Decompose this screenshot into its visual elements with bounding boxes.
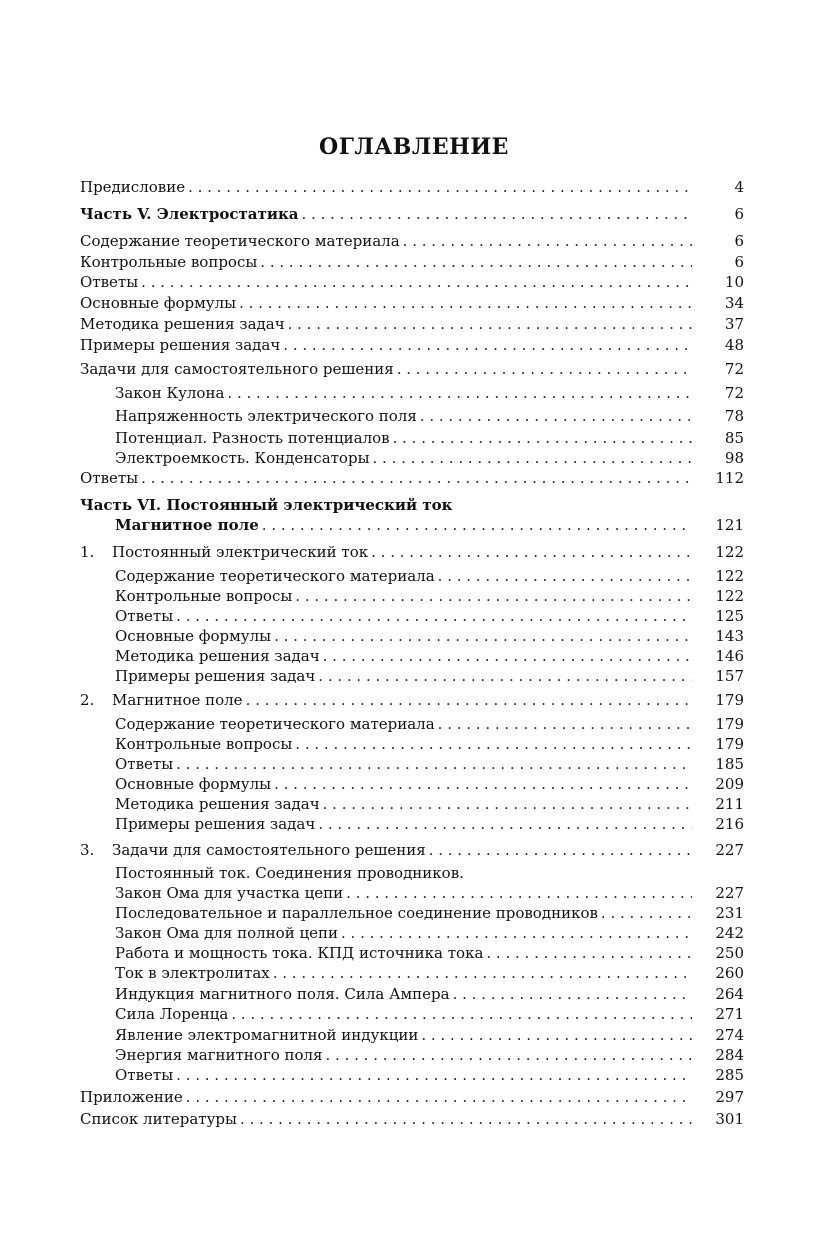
toc-entry-page: 264: [715, 985, 744, 1003]
dot-leader: [274, 626, 692, 646]
toc-entry[interactable]: [80, 1045, 744, 1065]
toc-entry-page: 112: [715, 469, 744, 487]
toc-entry-label: Содержание теоретического материала: [80, 232, 400, 250]
toc-entry[interactable]: [80, 734, 744, 754]
toc-entry-page: 122: [715, 543, 744, 561]
toc-entry-label: Ток в электролитах: [115, 964, 270, 982]
toc-entry-label: Последовательное и параллельное соединение проводников: [115, 904, 598, 922]
toc-entry-page: 179: [715, 715, 744, 733]
toc-entry-label: Содержание теоретического материала: [115, 567, 435, 585]
toc-entry-page: 185: [715, 755, 744, 773]
toc-entry-page: 122: [715, 587, 744, 605]
toc-entry-page: 6: [734, 205, 744, 223]
toc-entry-label: Напряженность электрического поля: [115, 407, 417, 425]
toc-entry-page: 121: [715, 516, 744, 534]
toc-entry[interactable]: [80, 1025, 744, 1045]
toc-entry-page: 10: [724, 273, 744, 291]
toc-entry-page: 209: [715, 775, 744, 793]
toc-entry[interactable]: [80, 666, 744, 686]
toc-entry-page: 242: [715, 924, 744, 942]
dot-leader: [323, 794, 692, 814]
toc-entry[interactable]: [80, 903, 744, 923]
dot-leader: [141, 272, 692, 292]
toc-entry-page: 48: [724, 336, 744, 354]
toc-entry-label: Часть V. Электростатика: [80, 205, 299, 223]
toc-entry-label: Примеры решения задач: [115, 815, 316, 833]
toc-entry-label: Методика решения задач: [115, 795, 320, 813]
toc-entry[interactable]: [80, 586, 744, 606]
dot-leader: [186, 1087, 692, 1107]
dot-leader: [318, 666, 692, 686]
toc-entry-label: Закон Кулона: [115, 384, 225, 402]
dot-leader: [346, 883, 692, 903]
page-title: ОГЛАВЛЕНИЕ: [319, 134, 509, 160]
toc-entry[interactable]: [80, 406, 744, 426]
toc-entry-label: Контрольные вопросы: [115, 735, 293, 753]
toc-entry-label: Ответы: [115, 607, 174, 625]
toc-section[interactable]: [80, 542, 744, 562]
toc-entry[interactable]: [80, 754, 744, 774]
toc-entry-label: Электроемкость. Конденсаторы: [115, 449, 370, 467]
toc-entry-page: 271: [715, 1005, 744, 1023]
dot-leader: [295, 734, 692, 754]
table-of-contents: [80, 0, 744, 1240]
dot-leader: [176, 606, 692, 626]
dot-leader: [295, 586, 692, 606]
toc-entry[interactable]: [80, 177, 744, 197]
dot-leader: [403, 231, 692, 251]
toc-entry-label: Энергия магнитного поля: [115, 1046, 323, 1064]
toc-entry-page: 179: [715, 691, 744, 709]
dot-leader: [326, 1045, 692, 1065]
toc-entry-label: [80, 542, 368, 562]
dot-leader: [239, 293, 692, 313]
toc-entry-page: 72: [724, 384, 744, 402]
toc-entry-page: 211: [715, 795, 744, 813]
dot-leader: [246, 690, 692, 710]
dot-leader: [420, 406, 692, 426]
toc-entry-page: 78: [724, 407, 744, 425]
toc-entry-page: 297: [715, 1088, 744, 1106]
toc-entry-label: Задачи для самостоятельного решения: [80, 360, 394, 378]
toc-entry[interactable]: [80, 1087, 744, 1107]
toc-entry[interactable]: [80, 252, 744, 272]
toc-entry-label: Основные формулы: [115, 775, 272, 793]
dot-leader: [227, 383, 692, 403]
toc-entry-label: Список литературы: [80, 1110, 237, 1128]
toc-entry-label: Закон Ома для участка цепи: [115, 884, 344, 902]
toc-entry-page: 146: [715, 647, 744, 665]
toc-part-heading-continued[interactable]: [80, 515, 744, 535]
toc-entry[interactable]: [80, 606, 744, 626]
toc-entry-page: 6: [734, 253, 744, 271]
toc-entry[interactable]: [80, 272, 744, 292]
toc-entry-label: Сила Лоренца: [115, 1005, 229, 1023]
dot-leader: [341, 923, 692, 943]
toc-entry-page: 157: [715, 667, 744, 685]
toc-entry-page: 98: [724, 449, 744, 467]
dot-leader: [318, 814, 692, 834]
toc-entry[interactable]: [80, 984, 744, 1004]
toc-entry-label: Основные формулы: [115, 627, 272, 645]
toc-entry[interactable]: [80, 1109, 744, 1129]
toc-entry[interactable]: [80, 943, 744, 963]
section-number: 2.: [80, 691, 95, 709]
toc-entry-label: Содержание теоретического материала: [115, 715, 435, 733]
dot-leader: [421, 1025, 692, 1045]
toc-entry-page: 72: [724, 360, 744, 378]
toc-entry[interactable]: [80, 883, 744, 903]
toc-entry-label: Методика решения задач: [115, 647, 320, 665]
toc-entry-label: Ответы: [80, 273, 139, 291]
dot-leader: [393, 428, 692, 448]
toc-entry-label: Примеры решения задач: [115, 667, 316, 685]
toc-entry-page: 34: [724, 294, 744, 312]
dot-leader: [262, 515, 692, 535]
dot-leader: [273, 963, 692, 983]
toc-entry[interactable]: [80, 923, 744, 943]
dot-leader: [323, 646, 692, 666]
dot-leader: [601, 903, 692, 923]
toc-entry[interactable]: [80, 963, 744, 983]
dot-leader: [260, 252, 692, 272]
toc-entry-page: 4: [734, 178, 744, 196]
dot-leader: [288, 314, 692, 334]
toc-entry[interactable]: [80, 293, 744, 313]
toc-entry-page: 284: [715, 1046, 744, 1064]
dot-leader: [176, 754, 692, 774]
toc-entry-label: Закон Ома для полной цепи: [115, 924, 339, 942]
dot-leader: [438, 566, 692, 586]
toc-entry-page: 179: [715, 735, 744, 753]
toc-entry-page: 122: [715, 567, 744, 585]
section-title: Задачи для самостоятельного решения: [112, 841, 426, 859]
section-number: 3.: [80, 841, 95, 859]
toc-section[interactable]: [80, 840, 744, 860]
toc-entry[interactable]: [80, 231, 744, 251]
toc-entry-label: Примеры решения задач: [80, 336, 281, 354]
toc-entry-page: 85: [724, 429, 744, 447]
toc-entry-label: Ответы: [115, 1066, 174, 1084]
toc-entry-page: 216: [715, 815, 744, 833]
toc-entry-label: Ответы: [115, 755, 174, 773]
toc-entry-page: 6: [734, 232, 744, 250]
dot-leader: [141, 468, 692, 488]
toc-entry-page: 143: [715, 627, 744, 645]
toc-entry-page: 125: [715, 607, 744, 625]
dot-leader: [240, 1109, 692, 1129]
toc-entry-page: 227: [715, 841, 744, 859]
toc-entry[interactable]: [80, 468, 744, 488]
toc-entry[interactable]: [80, 314, 744, 334]
dot-leader: [274, 774, 692, 794]
dot-leader: [176, 1065, 692, 1085]
toc-entry-label: Методика решения задач: [80, 315, 285, 333]
toc-entry-label: Основные формулы: [80, 294, 237, 312]
section-number: 1.: [80, 543, 95, 561]
dot-leader: [453, 984, 692, 1004]
dot-leader: [283, 335, 692, 355]
toc-entry[interactable]: [80, 794, 744, 814]
toc-entry-page: 260: [715, 964, 744, 982]
toc-entry-label: Приложение: [80, 1088, 183, 1106]
dot-leader: [188, 177, 692, 197]
dot-leader: [371, 542, 692, 562]
toc-entry[interactable]: [80, 335, 744, 355]
toc-entry[interactable]: [80, 646, 744, 666]
toc-entry-label: Магнитное поле: [115, 516, 259, 534]
toc-entry[interactable]: [80, 448, 744, 468]
dot-leader: [438, 714, 692, 734]
dot-leader: [486, 943, 692, 963]
toc-entry-label: Контрольные вопросы: [80, 253, 258, 271]
toc-entry-label: Индукция магнитного поля. Сила Ампера: [115, 985, 450, 1003]
toc-entry-page: 231: [715, 904, 744, 922]
toc-entry[interactable]: [80, 566, 744, 586]
toc-entry[interactable]: [80, 626, 744, 646]
toc-entry-label: Работа и мощность тока. КПД источника тока: [115, 944, 484, 962]
toc-part-heading[interactable]: [80, 495, 744, 515]
dot-leader: [302, 204, 693, 224]
toc-entry-label: Потенциал. Разность потенциалов: [115, 429, 390, 447]
dot-leader: [429, 840, 692, 860]
toc-entry-label: Часть VI. Постоянный электрический ток: [80, 496, 453, 514]
toc-entry-page: 227: [715, 884, 744, 902]
toc-entry[interactable]: [80, 1065, 744, 1085]
toc-entry-page: 274: [715, 1026, 744, 1044]
dot-leader: [231, 1004, 692, 1024]
toc-entry[interactable]: [80, 383, 744, 403]
toc-entry-label: Предисловие: [80, 178, 186, 196]
toc-entry[interactable]: [80, 714, 744, 734]
toc-entry[interactable]: [80, 774, 744, 794]
toc-entry[interactable]: [80, 359, 744, 379]
toc-entry[interactable]: [80, 1004, 744, 1024]
toc-entry-label: Постоянный ток. Соединения проводников.: [115, 864, 464, 882]
dot-leader: [373, 448, 692, 468]
section-title: Постоянный электрический ток: [112, 543, 369, 561]
toc-entry-label: Явление электромагнитной индукции: [115, 1026, 419, 1044]
section-title: Магнитное поле: [112, 691, 243, 709]
toc-entry[interactable]: [80, 814, 744, 834]
toc-section[interactable]: [80, 690, 744, 710]
toc-part-heading[interactable]: [80, 204, 744, 224]
toc-entry-label: Ответы: [80, 469, 139, 487]
toc-entry-label: [80, 840, 426, 860]
toc-entry-page: 285: [715, 1066, 744, 1084]
toc-subheading[interactable]: [80, 863, 744, 883]
toc-entry-label: Контрольные вопросы: [115, 587, 293, 605]
toc-entry-page: 301: [715, 1110, 744, 1128]
toc-entry[interactable]: [80, 428, 744, 448]
toc-entry-label: [80, 690, 243, 710]
toc-entry-page: 37: [724, 315, 744, 333]
dot-leader: [397, 359, 692, 379]
toc-entry-page: 250: [715, 944, 744, 962]
